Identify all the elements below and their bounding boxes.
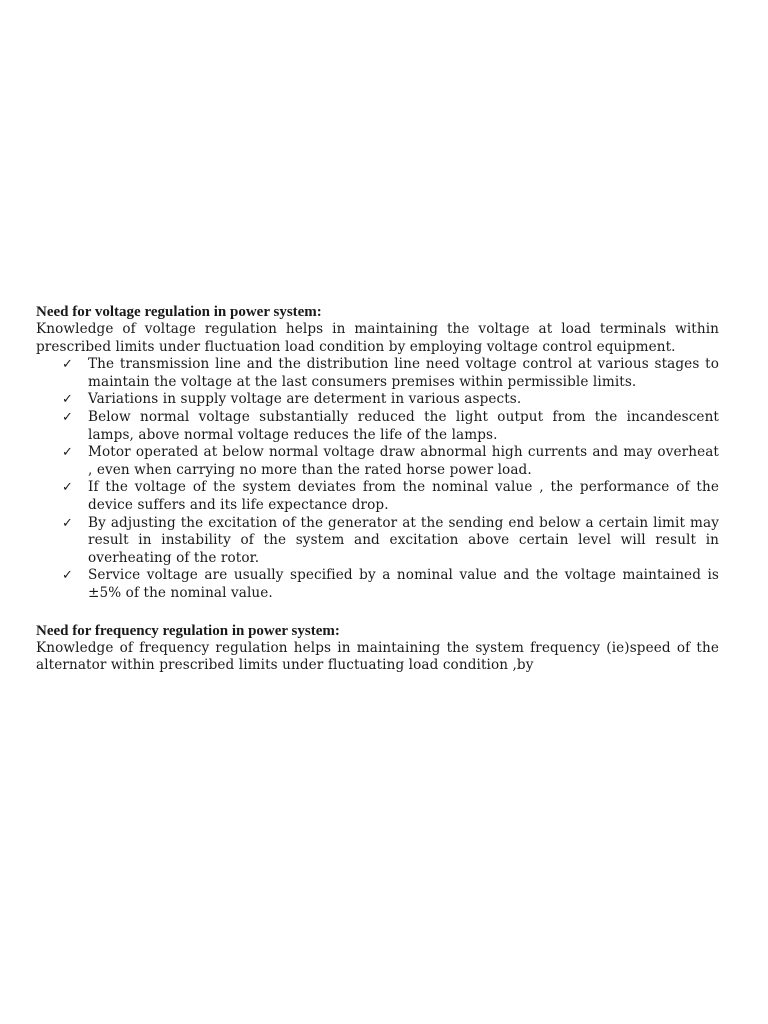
checkmark-icon: ✓ <box>62 515 73 531</box>
list-item-text: By adjusting the excitation of the generator at the sending end below a certain limit may result in instability of the system and excitation above certain level will result in overheating of the rotor. <box>88 514 719 566</box>
list-item <box>36 409 719 444</box>
voltage-regulation-list <box>36 356 719 602</box>
list-item <box>36 444 719 479</box>
list-item <box>36 479 719 514</box>
list-item-text: Service voltage are usually specified by a nominal value and the voltage maintained is ±5% of the nominal value. <box>88 567 719 601</box>
checkmark-icon: ✓ <box>62 409 73 425</box>
checkmark-icon: ✓ <box>62 445 73 461</box>
list-item <box>36 515 719 568</box>
section-spacer <box>36 603 719 623</box>
list-item-text: If the voltage of the system deviates from the nominal value , the performance of the device suffers and its life expectance drop. <box>88 479 719 513</box>
list-item <box>36 567 719 602</box>
list-item-text: The transmission line and the distribution line need voltage control at various stages to maintain the voltage at the last consumers premises within permissible limits. <box>88 356 719 390</box>
frequency-regulation-heading: Need for frequency regulation in power system: <box>36 622 340 639</box>
checkmark-icon: ✓ <box>62 392 73 408</box>
document-page <box>36 304 719 675</box>
list-item <box>36 356 719 391</box>
voltage-regulation-heading: Need for voltage regulation in power system: <box>36 304 322 320</box>
voltage-regulation-intro: Knowledge of voltage regulation helps in maintaining the voltage at load terminals within prescribed limits under fluctuation load condition by employing voltage control equipment. <box>36 321 719 355</box>
frequency-regulation-intro: Knowledge of frequency regulation helps in maintaining the system frequency (ie)speed of the alternator within prescribed limits under fluctuating load condition ,by <box>36 639 719 674</box>
checkmark-icon: ✓ <box>62 480 73 496</box>
list-item-text: Variations in supply voltage are determent in various aspects. <box>88 391 522 408</box>
list-item-text: Motor operated at below normal voltage draw abnormal high currents and may overheat , even when carrying no more than the rated horse power load. <box>88 444 719 478</box>
checkmark-icon: ✓ <box>62 357 73 373</box>
list-item-text: Below normal voltage substantially reduced the light output from the incandescent lamps, above normal voltage reduces the life of the lamps. <box>88 408 719 443</box>
checkmark-icon: ✓ <box>62 568 73 584</box>
list-item <box>36 391 719 409</box>
